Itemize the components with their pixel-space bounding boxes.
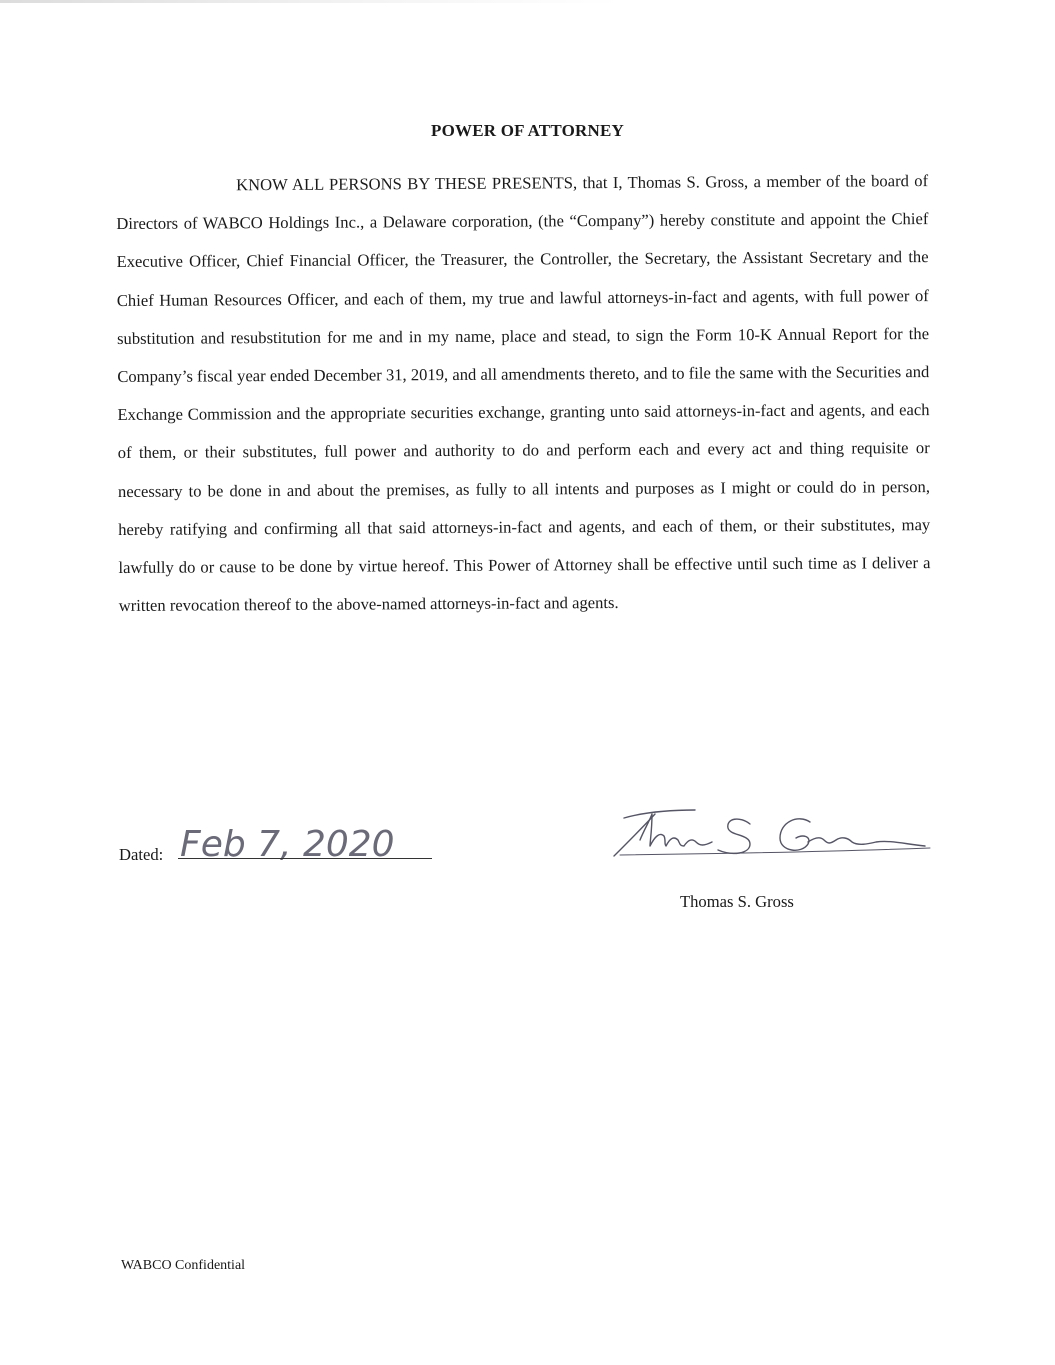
handwritten-signature	[600, 800, 940, 875]
document-title: POWER OF ATTORNEY	[431, 121, 624, 140]
dated-label: Dated:	[119, 845, 164, 864]
handwritten-date-text: Feb 7, 2020	[180, 824, 395, 865]
document-body-paragraph: KNOW ALL PERSONS BY THESE PRESENTS, that I, Thomas S. Gross, a member of the board of Directors of WABCO Holdings Inc., a Delaware corporation, (the “Company”) hereby constitute and appoint the Chief Executive Officer, Chief Financial Officer, the Treasurer, the Controller, the Secretary, the Assistant Secretary and the Chief Human Resources Officer, and each of them, my true and lawful attorneys-in-fact and agents, with full power of substitution and resubstitution for me and in my name, place and stead, to sign the Form 10-K Annual Report for the Company’s fiscal year ended December 31, 2019, and all amendments thereto, and to file the same with the Securities and Exchange Commission and the appropriate securities exchange, granting unto said attorneys-in-fact and agents, and each of them, or their substitutes, full power and authority to do and perform each and every act and thing requisite or necessary to be done in and about the premises, as fully to all intents and purposes as I might or could do in person, hereby ratifying and confirming all that said attorneys-in-fact and agents, and each of them, or their substitutes, may lawfully do or cause to be done by virtue hereof. This Power of Attorney shall be effective until such time as I deliver a written revocation thereof to the above-named attorneys-in-fact and agents.	[116, 171, 931, 616]
scan-edge-artifact	[0, 0, 620, 3]
signer-name: Thomas S. Gross	[680, 892, 794, 911]
footer-confidential: WABCO Confidential	[121, 1258, 246, 1273]
date-signature-line	[178, 858, 432, 859]
handwritten-date	[178, 822, 432, 872]
